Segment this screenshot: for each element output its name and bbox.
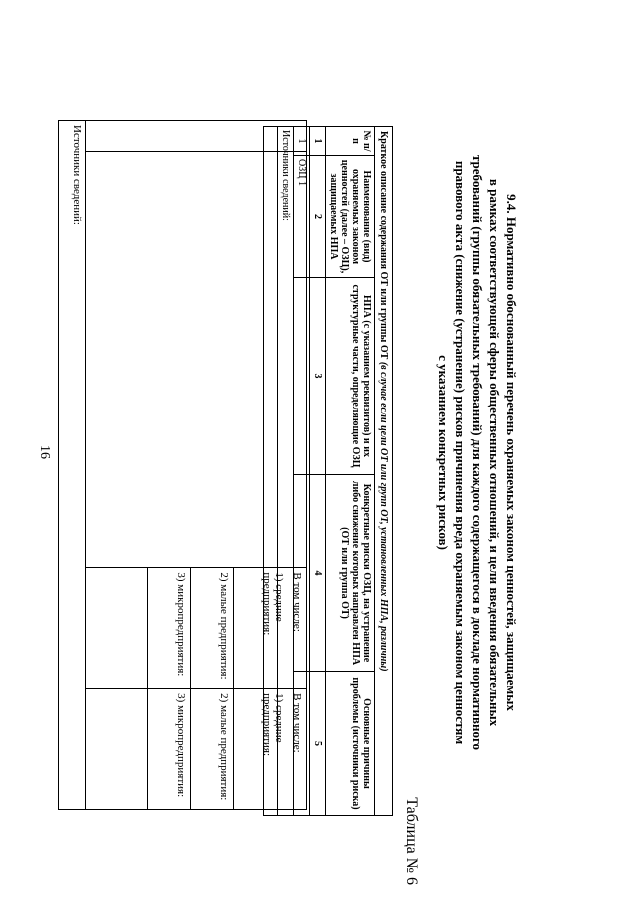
subcol-a-header: В том числе:: [291, 572, 303, 632]
heading-line: требований (группы обязательных требований) для каждого содержащегося в докладе нормативного: [470, 154, 485, 751]
col-number: 1: [310, 127, 326, 156]
caption-prefix: Краткое описание содержания ОТ или группы ОТ: [378, 131, 389, 360]
table6-caption: [375, 127, 393, 816]
fill-line: [234, 689, 259, 809]
table6-sources-empty: [264, 127, 278, 816]
subcol-a-item-3: 3) микропредприятия:: [175, 572, 187, 677]
table6-sources-label: Источники сведений:: [278, 127, 294, 816]
caption-suffix: (в случае если цели ОТ или групп ОТ, установленных НПА, различны): [378, 361, 389, 672]
fill-line: [191, 689, 216, 809]
table-6: [263, 126, 393, 816]
col-header-num: № п/п: [326, 127, 375, 156]
col-header-causes: Основные причины проблемы (источники риска): [326, 672, 375, 816]
heading-line: с указанием конкретных рисков): [436, 355, 451, 550]
section-heading: [435, 0, 520, 905]
subcol-a-item-1: 1) средние предприятия:: [261, 572, 285, 636]
table-6-label: Таблица № 6: [403, 797, 420, 885]
row1-num: 1: [294, 127, 310, 156]
fill-line: [234, 568, 259, 688]
col-number: 5: [310, 672, 326, 816]
fill-line: [191, 568, 216, 688]
col-number: 3: [310, 278, 326, 475]
col-number: 4: [310, 475, 326, 672]
subcol-b-item-2: 2) малые предприятия:: [218, 693, 230, 801]
row1-ozc: ОЗЦ 1: [294, 156, 310, 278]
heading-line: 9.4. Нормативно обоснованный перечень охраняемых законом ценностей, защищаемых: [504, 194, 519, 711]
page-number: 16: [37, 445, 52, 459]
col-number: 2: [310, 156, 326, 278]
fill-line: [148, 689, 173, 809]
subcol-a-item-2: 2) малые предприятия:: [218, 572, 230, 680]
row1-risks: [294, 475, 310, 672]
table5-sources-label: Источники сведений:: [59, 121, 86, 810]
col-header-risks: Конкретные риски ОЗЦ, на устранение либо снижение которых направлен НПА (ОТ или группа ОТ): [326, 475, 375, 672]
row1-npa: [294, 278, 310, 475]
heading-line: в рамках соответствующей сферы общественных отношений, и цели введения обязательных: [487, 178, 502, 727]
subcol-b-item-1: 1) средние предприятия:: [261, 693, 285, 757]
heading-line: правового акта (снижение (устранение) рисков причинения вреда охраняемым законом ценностям: [453, 160, 468, 745]
subcol-b-item-3: 3) микропредприятия:: [175, 693, 187, 798]
row1-causes: [294, 672, 310, 816]
fill-line: [148, 568, 173, 688]
subcol-b-header: В том числе:: [291, 693, 303, 753]
col-header-npa: НПА (с указанием реквизитов) и их структурные части, определяющие ОЗЦ: [326, 278, 375, 475]
col-header-ozc: Наименование (вид) охраняемых законом ценностей (далее – ОЗЦ), защищаемых НПА: [326, 156, 375, 278]
